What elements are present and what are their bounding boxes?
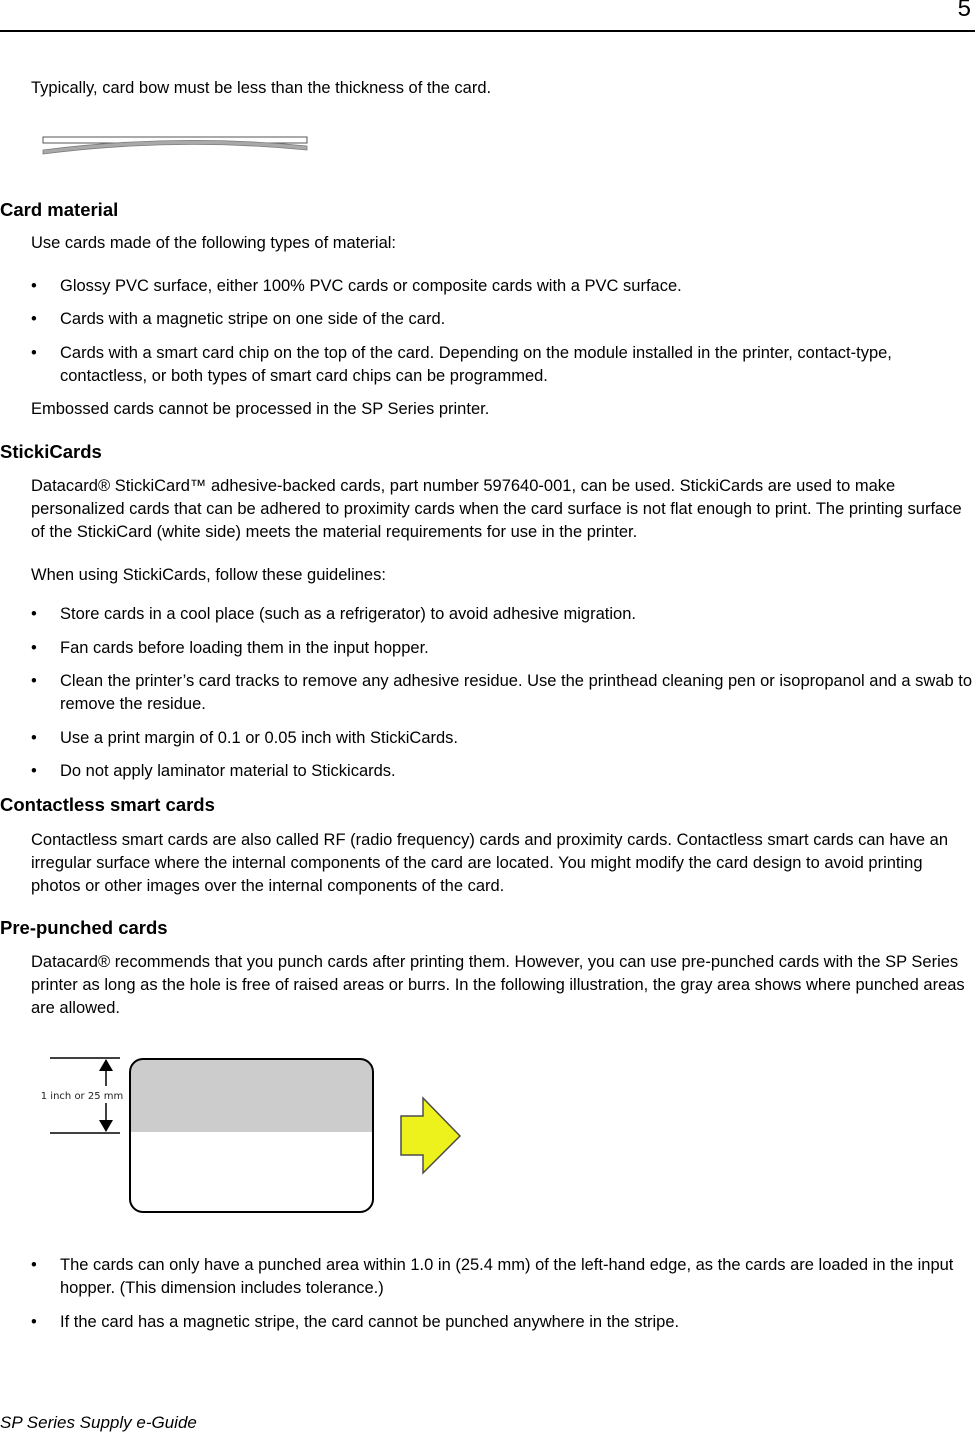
- bullet-mark: •: [31, 277, 37, 295]
- bullet-text: Use a print margin of 0.1 or 0.05 inch with StickiCards.: [60, 729, 459, 747]
- bullet-mark: •: [31, 1256, 37, 1274]
- card-material-heading: Card material: [0, 199, 119, 220]
- dimension-label: 1 inch or 25 mm: [40, 1091, 124, 1102]
- card-bow-illustration: [40, 132, 312, 158]
- stickicards-heading: StickiCards: [0, 441, 102, 462]
- feed-direction-arrow: [401, 1098, 460, 1173]
- bullet-text: Cards with a magnetic stripe on one side of the card.: [60, 310, 446, 328]
- bullet-mark: •: [31, 1313, 37, 1331]
- bullet-text: The cards can only have a punched area within 1.0 in (25.4 mm) of the left-hand edge, as the cards are loaded in the input hopper. (This dimension includes tolerance.): [60, 1256, 954, 1297]
- bullet-text: If the card has a magnetic stripe, the card cannot be punched anywhere in the stripe.: [60, 1313, 680, 1331]
- bullet-text: Clean the printer’s card tracks to remove any adhesive residue. Use the printhead cleaning pen or isopropanol and a swab to remove the residue.: [60, 672, 973, 713]
- bullet-text: Fan cards before loading them in the input hopper.: [60, 639, 429, 657]
- embossed-note: Embossed cards cannot be processed in the SP Series printer.: [31, 400, 490, 418]
- bullet-text: Cards with a smart card chip on the top of the card. Depending on the module installed in the printer, contact-type, contactless, or both types of smart card chips can be programmed.: [60, 344, 892, 385]
- bullet-mark: •: [31, 762, 37, 780]
- bullet-text: Do not apply laminator material to Stickicards.: [60, 762, 396, 780]
- stickicards-paragraph: Datacard® StickiCard™ adhesive-backed cards, part number 597640-001, can be used. StickiCards are used to make personalized cards that can be adhered to proximity cards when the card surface is not flat enough to print. The printing surface of the StickiCard (white side) meets the material requirements for use in the printer.: [31, 477, 962, 541]
- bullet-text: Store cards in a cool place (such as a refrigerator) to avoid adhesive migration.: [60, 605, 636, 623]
- card-bow-text: Typically, card bow must be less than the thickness of the card.: [31, 79, 492, 97]
- contactless-heading: Contactless smart cards: [0, 794, 215, 815]
- card-material-intro: Use cards made of the following types of material:: [31, 234, 397, 252]
- dimension-up-arrowhead: [99, 1059, 113, 1071]
- bullet-mark: •: [31, 639, 37, 657]
- bullet-mark: •: [31, 310, 37, 328]
- dimension-down-arrowhead: [99, 1120, 113, 1132]
- bullet-text: Glossy PVC surface, either 100% PVC cards or composite cards with a PVC surface.: [60, 277, 682, 295]
- bullet-mark: •: [31, 672, 37, 690]
- stickicards-guidelines-intro: When using StickiCards, follow these guidelines:: [31, 566, 386, 584]
- bullet-mark: •: [31, 729, 37, 747]
- punch-area-illustration: [36, 1052, 466, 1218]
- prepunched-paragraph: Datacard® recommends that you punch cards after printing them. However, you can use pre-punched cards with the SP Series printer as long as the hole is free of raised areas or burrs. In the following illustration, the gray area shows where punched areas are allowed.: [31, 953, 965, 1017]
- bullet-mark: •: [31, 605, 37, 623]
- bullet-mark: •: [31, 344, 37, 362]
- footer-title: SP Series Supply e-Guide: [0, 1413, 197, 1432]
- prepunched-heading: Pre-punched cards: [0, 917, 168, 938]
- page-number: 5: [957, 0, 971, 22]
- punch-area-gray: [130, 1059, 373, 1132]
- header-rule: [0, 30, 975, 32]
- contactless-paragraph: Contactless smart cards are also called RF (radio frequency) cards and proximity cards. Contactless smart cards can have an irregular surface where the internal components of the card are located. You might modify the card design to avoid printing photos or other images over the internal components of the card.: [31, 831, 949, 895]
